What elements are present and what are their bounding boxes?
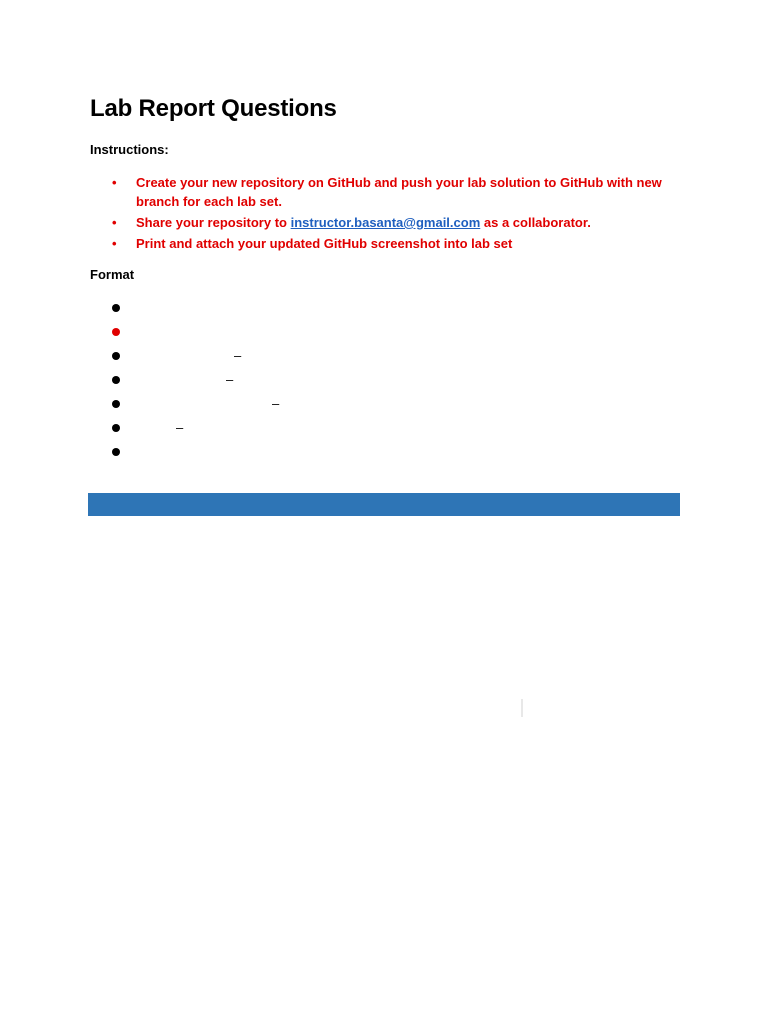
bullet-icon: • (112, 236, 117, 251)
section-header-bar (88, 493, 680, 516)
text-cursor-mark (521, 699, 523, 717)
instructions-list (112, 173, 682, 255)
format-item (112, 320, 120, 344)
format-item (112, 344, 242, 368)
format-label: Format (90, 267, 135, 282)
bullet-dot-icon (112, 448, 120, 456)
instruction-item (112, 173, 682, 211)
bullet-dot-icon (112, 400, 120, 408)
format-item (112, 296, 120, 320)
bullet-dot-icon (112, 352, 120, 360)
instructor-email-link[interactable]: instructor.basanta@gmail.com (290, 215, 481, 230)
dash-mark: – (272, 396, 280, 411)
format-item (112, 416, 184, 440)
instruction-text: Share your repository to (136, 215, 291, 230)
instruction-text: Create your new repository on GitHub and push your lab solution to GitHub with new branch for each lab set. (136, 175, 662, 209)
format-item (112, 440, 120, 464)
format-list (112, 296, 280, 464)
format-item (112, 392, 280, 416)
bullet-dot-icon (112, 424, 120, 432)
format-item (112, 368, 234, 392)
page-title: Lab Report Questions (90, 95, 337, 122)
bullet-dot-icon (112, 376, 120, 384)
bullet-icon: • (112, 175, 117, 190)
instruction-text: as a collaborator. (480, 215, 591, 230)
dash-mark: – (176, 420, 184, 435)
bullet-icon: • (112, 215, 117, 230)
instruction-item (112, 213, 682, 232)
bullet-dot-icon (112, 328, 120, 336)
instructions-label: Instructions: (90, 142, 169, 157)
instruction-text: Print and attach your updated GitHub screenshot into lab set (136, 236, 513, 251)
bullet-dot-icon (112, 304, 120, 312)
instruction-item (112, 234, 682, 253)
dash-mark: – (234, 348, 242, 363)
dash-mark: – (226, 372, 234, 387)
